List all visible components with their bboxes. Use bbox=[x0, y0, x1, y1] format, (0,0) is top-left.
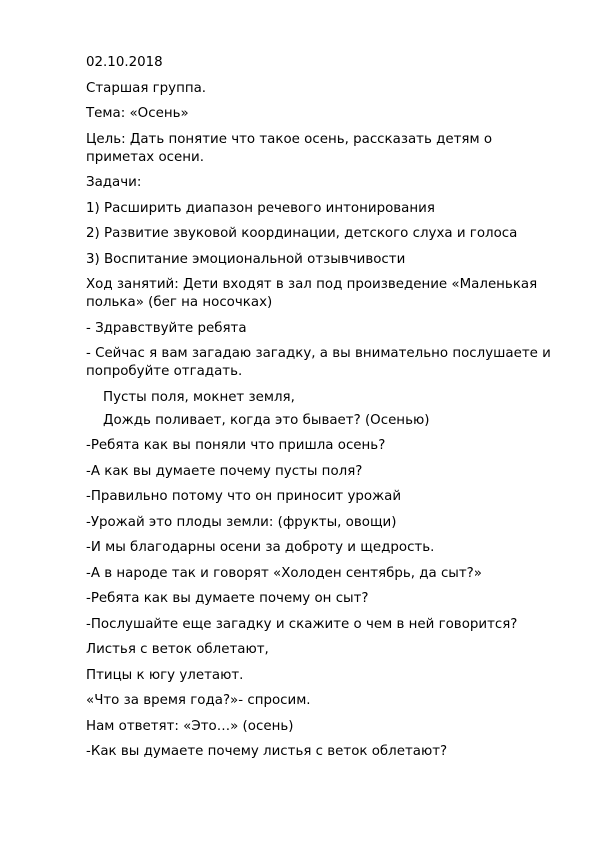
task-item-2: 2) Развитие звуковой координации, детского слуха и голоса bbox=[86, 226, 518, 241]
riddle-intro-line: - Сейчас я вам загадаю загадку, а вы внимательно послушаете и попробуйте отгадать. bbox=[86, 346, 556, 379]
tasks-heading: Задачи: bbox=[86, 175, 142, 190]
course-paragraph: Ход занятий: Дети входят в зал под произведение «Маленькая полька» (бег на носочках) bbox=[86, 277, 542, 310]
dialogue-line-5: -И мы благодарны осени за доброту и щедрость. bbox=[86, 540, 435, 555]
dialogue-line-2: -А как вы думаете почему пусты поля? bbox=[86, 463, 363, 479]
dialogue-line-3: -Правильно потому что он приносит урожай bbox=[86, 489, 402, 504]
greeting-line: - Здравствуйте ребята bbox=[86, 320, 247, 336]
dialogue-line-4: -Урожай это плоды земли: (фрукты, овощи) bbox=[86, 514, 397, 530]
goal-paragraph: Цель: Дать понятие что такое осень, рассказать детям о приметах осени. bbox=[86, 131, 497, 165]
riddle-2-line-2: Птицы к югу улетают. bbox=[86, 667, 244, 683]
riddle-1-line-1: Пусты поля, мокнет земля, bbox=[103, 389, 295, 405]
topic-line: Тема: «Осень» bbox=[86, 106, 189, 121]
riddle-2-line-3: «Что за время года?»- спросим. bbox=[86, 693, 311, 708]
task-item-3: 3) Воспитание эмоциональной отзывчивости bbox=[86, 251, 406, 267]
group-line: Старшая группа. bbox=[86, 80, 207, 96]
dialogue-line-7: -Ребята как вы думаете почему он сыт? bbox=[86, 591, 369, 606]
task-item-1: 1) Расширить диапазон речевого интонирования bbox=[86, 200, 435, 216]
riddle-1-line-2: Дождь поливает, когда это бывает? (Осенью) bbox=[103, 412, 430, 428]
document-body bbox=[86, 54, 556, 769]
riddle-2-line-4: Нам ответят: «Это…» (осень) bbox=[86, 718, 294, 734]
final-question-line: -Как вы думаете почему листья с веток облетают? bbox=[86, 744, 448, 759]
date-line: 02.10.2018 bbox=[86, 55, 163, 70]
dialogue-line-1: -Ребята как вы поняли что пришла осень? bbox=[86, 438, 386, 453]
dialogue-line-6: -А в народе так и говорят «Холоден сентябрь, да сыт?» bbox=[86, 565, 482, 581]
dialogue-line-8: -Послушайте еще загадку и скажите о чем в ней говорится? bbox=[86, 616, 518, 632]
riddle-2-line-1: Листья с веток облетают, bbox=[86, 642, 269, 657]
